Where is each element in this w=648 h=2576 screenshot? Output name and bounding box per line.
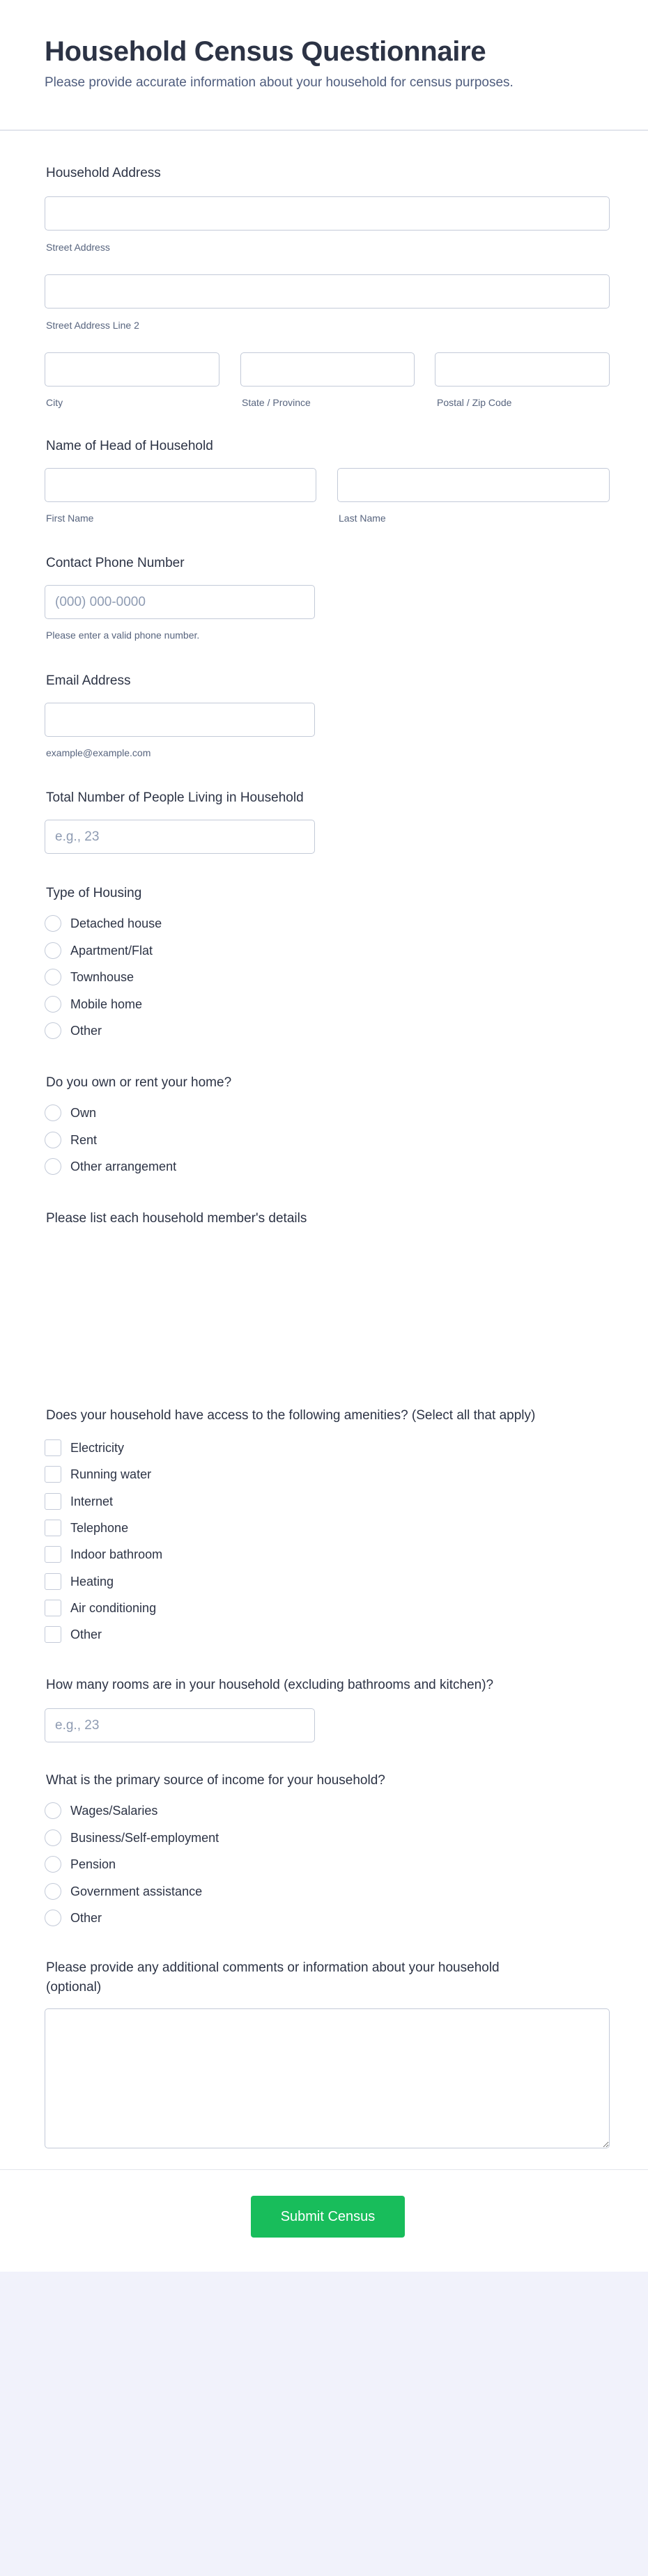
phone-label: Contact Phone Number bbox=[46, 556, 185, 570]
amenity-option[interactable]: Other bbox=[45, 1625, 102, 1644]
street-address-line2-input[interactable] bbox=[45, 274, 610, 309]
last-name-sublabel: Last Name bbox=[339, 513, 386, 524]
email-input[interactable] bbox=[45, 703, 315, 737]
income-option[interactable]: Other bbox=[45, 1909, 102, 1927]
amenity-option[interactable]: Electricity bbox=[45, 1439, 124, 1457]
housing-option[interactable]: Townhouse bbox=[45, 968, 134, 986]
phone-input[interactable] bbox=[45, 585, 315, 619]
income-option[interactable]: Business/Self-employment bbox=[45, 1829, 219, 1847]
income-option[interactable]: Wages/Salaries bbox=[45, 1802, 157, 1820]
people-count-input[interactable] bbox=[45, 820, 315, 854]
rooms-label: How many rooms are in your household (excluding bathrooms and kitchen)? bbox=[46, 1678, 494, 1692]
tenure-option[interactable]: Rent bbox=[45, 1131, 97, 1149]
phone-hint: Please enter a valid phone number. bbox=[46, 630, 200, 641]
comments-label: Please provide any additional comments or information about your household bbox=[46, 1960, 500, 1975]
city-sublabel: City bbox=[46, 397, 63, 408]
checkbox[interactable] bbox=[45, 1520, 61, 1536]
radio-button[interactable] bbox=[45, 1829, 61, 1846]
checkbox[interactable] bbox=[45, 1573, 61, 1590]
address-label: Household Address bbox=[46, 166, 161, 180]
checkbox[interactable] bbox=[45, 1626, 61, 1643]
rooms-input[interactable] bbox=[45, 1708, 315, 1742]
housing-option[interactable]: Detached house bbox=[45, 914, 162, 932]
page-subtitle: Please provide accurate information about your household for census purposes. bbox=[45, 75, 514, 90]
amenity-option[interactable]: Heating bbox=[45, 1572, 114, 1591]
housing-option[interactable]: Apartment/Flat bbox=[45, 942, 153, 960]
last-name-input[interactable] bbox=[337, 468, 610, 502]
tenure-option[interactable]: Other arrangement bbox=[45, 1157, 176, 1176]
page-title: Household Census Questionnaire bbox=[45, 36, 486, 67]
radio-button[interactable] bbox=[45, 1856, 61, 1873]
radio-button[interactable] bbox=[45, 969, 61, 985]
radio-button[interactable] bbox=[45, 1104, 61, 1121]
amenity-option[interactable]: Telephone bbox=[45, 1519, 128, 1537]
amenity-option[interactable]: Running water bbox=[45, 1465, 151, 1483]
state-input[interactable] bbox=[240, 352, 415, 387]
housing-type-label: Type of Housing bbox=[46, 886, 142, 900]
state-sublabel: State / Province bbox=[242, 397, 311, 408]
comments-label-optional: (optional) bbox=[46, 1980, 102, 1995]
income-label: What is the primary source of income for your household? bbox=[46, 1773, 385, 1788]
radio-button[interactable] bbox=[45, 1802, 61, 1819]
postal-code-sublabel: Postal / Zip Code bbox=[437, 397, 512, 408]
email-label: Email Address bbox=[46, 673, 131, 688]
housing-option[interactable]: Other bbox=[45, 1022, 102, 1040]
head-of-household-label: Name of Head of Household bbox=[46, 439, 213, 453]
amenity-option[interactable]: Internet bbox=[45, 1492, 113, 1511]
housing-option[interactable]: Mobile home bbox=[45, 995, 142, 1013]
street-address-input[interactable] bbox=[45, 196, 610, 231]
first-name-input[interactable] bbox=[45, 468, 316, 502]
amenity-option[interactable]: Air conditioning bbox=[45, 1599, 156, 1617]
first-name-sublabel: First Name bbox=[46, 513, 94, 524]
amenities-label: Does your household have access to the following amenities? (Select all that apply) bbox=[46, 1408, 536, 1423]
submit-button[interactable]: Submit Census bbox=[251, 2196, 405, 2238]
street-address-line2-sublabel: Street Address Line 2 bbox=[46, 320, 139, 331]
postal-code-input[interactable] bbox=[435, 352, 610, 387]
members-label: Please list each household member's details bbox=[46, 1211, 307, 1226]
footer-divider bbox=[0, 2169, 648, 2170]
street-address-sublabel: Street Address bbox=[46, 242, 110, 253]
amenity-option[interactable]: Indoor bathroom bbox=[45, 1545, 162, 1563]
checkbox[interactable] bbox=[45, 1439, 61, 1456]
checkbox[interactable] bbox=[45, 1466, 61, 1483]
radio-button[interactable] bbox=[45, 942, 61, 959]
radio-button[interactable] bbox=[45, 1158, 61, 1175]
comments-textarea[interactable] bbox=[45, 2008, 610, 2148]
tenure-option[interactable]: Own bbox=[45, 1104, 96, 1122]
income-option[interactable]: Pension bbox=[45, 1855, 116, 1873]
header-divider bbox=[0, 130, 648, 131]
city-input[interactable] bbox=[45, 352, 219, 387]
radio-button[interactable] bbox=[45, 1132, 61, 1148]
people-count-label: Total Number of People Living in Household bbox=[46, 790, 304, 805]
radio-button[interactable] bbox=[45, 1022, 61, 1039]
tenure-label: Do you own or rent your home? bbox=[46, 1075, 232, 1090]
radio-button[interactable] bbox=[45, 996, 61, 1013]
radio-button[interactable] bbox=[45, 1883, 61, 1900]
radio-button[interactable] bbox=[45, 1910, 61, 1926]
checkbox[interactable] bbox=[45, 1600, 61, 1616]
checkbox[interactable] bbox=[45, 1493, 61, 1510]
email-hint: example@example.com bbox=[46, 747, 151, 758]
income-option[interactable]: Government assistance bbox=[45, 1882, 202, 1900]
radio-button[interactable] bbox=[45, 915, 61, 932]
checkbox[interactable] bbox=[45, 1546, 61, 1563]
